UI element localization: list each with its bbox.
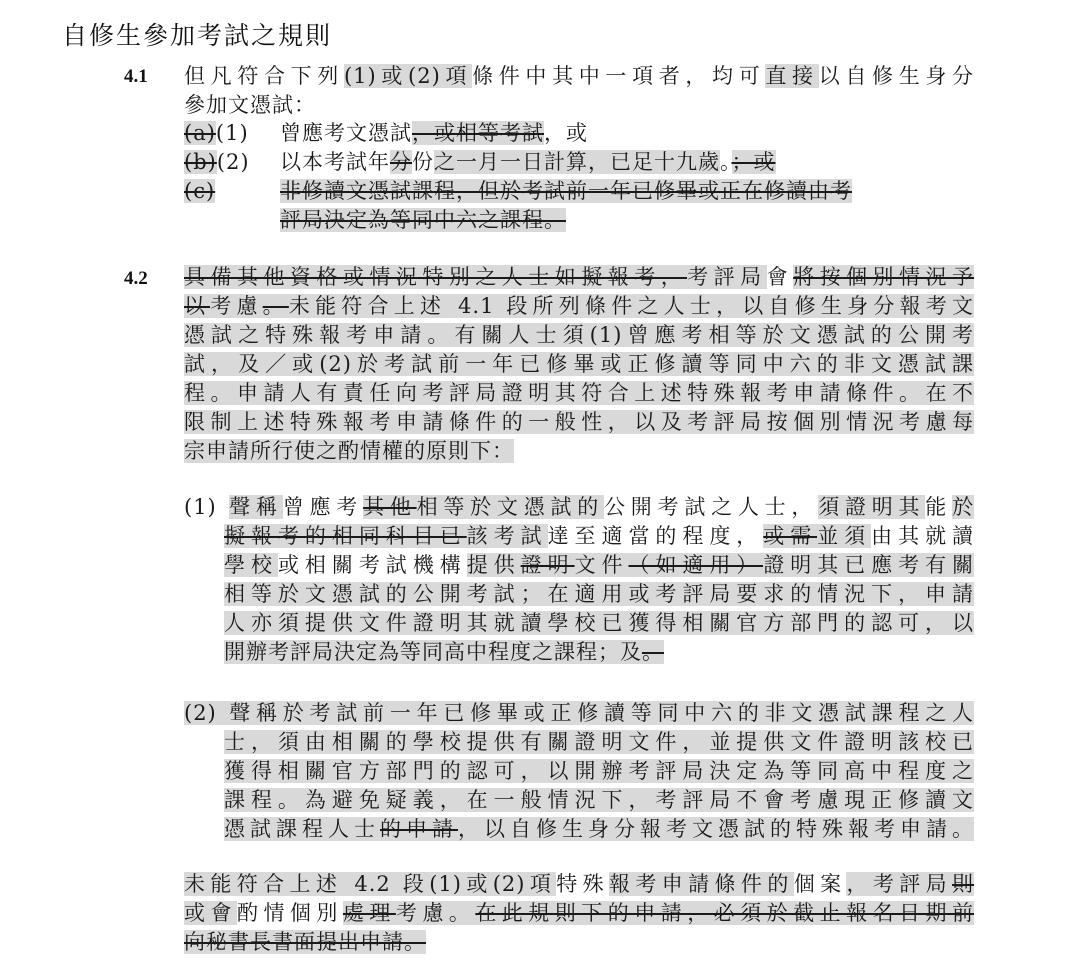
text-run: 能 — [925, 495, 953, 519]
text-run: 以自修生身分 — [818, 64, 975, 88]
text-line — [224, 610, 974, 637]
text-run: 個案 — [793, 872, 847, 896]
item-text — [280, 178, 852, 205]
deleted-text: 評局決定為等同中六之課程。 — [280, 208, 566, 232]
deleted-text: (a) — [184, 121, 216, 145]
section-number-4-2: 4.2 — [124, 268, 148, 289]
deleted-text: 處理 — [342, 901, 396, 925]
highlighted-text: 或會 — [184, 901, 237, 925]
highlighted-text: 報考申請條件的 — [609, 872, 794, 896]
highlighted-text: 開辦考評局決定為等同高中程度之課程；及 — [224, 640, 642, 664]
deleted-text: 。 — [262, 294, 289, 318]
text-line — [184, 700, 974, 727]
text-line — [184, 63, 974, 90]
deleted-text: 將按個別情況予 — [793, 265, 975, 289]
deleted-text: 擬報考的相同科目已 — [224, 524, 467, 548]
deleted-text: 則 — [952, 872, 975, 896]
text-run: 由其就讀 — [871, 524, 975, 548]
text-run: 條件中其中一項者，均可 — [472, 64, 766, 88]
text-run: 會 — [766, 265, 794, 289]
highlighted-text: 文件 — [574, 553, 629, 577]
text-line — [184, 494, 974, 521]
item-text — [280, 207, 566, 234]
item-text — [280, 120, 588, 147]
text-run: 特殊 — [556, 872, 610, 896]
highlighted-text: 未能符合上述 4.1 段所列條件之人士，以自修生身分報考文 — [288, 294, 975, 318]
text-run: 曾應考文憑試 — [280, 121, 412, 145]
highlighted-text: ，以自修生身分報考文憑試的特殊報考申請。 — [458, 817, 974, 841]
text-line — [224, 581, 974, 608]
text-run: 達至適當的程度， — [547, 524, 764, 548]
highlighted-text: 聲稱 — [229, 495, 283, 519]
highlighted-text: 相等於文憑試的 — [416, 495, 605, 519]
highlighted-text: 直接 — [765, 64, 819, 88]
highlighted-text: 提供 — [466, 553, 521, 577]
highlighted-text: 人亦須提供文件證明其就讀學校已獲得相關官方部門的認可，以 — [224, 611, 974, 635]
text-run: 曾應考 — [282, 495, 364, 519]
text-line — [224, 758, 974, 785]
deleted-text: 非修讀文憑試課程，但於考試前一年已修畢或正在修讀由考 — [280, 179, 852, 203]
text-line — [184, 929, 426, 956]
highlighted-text: 限制上述特殊報考申請條件的一般性，以及考評局按個別情況考慮每 — [184, 410, 974, 434]
item-label — [184, 178, 215, 205]
highlighted-text: 學校 — [224, 553, 278, 577]
highlighted-text: 宗申請所行使之酌情權的原則下： — [184, 439, 514, 463]
text-run: 份 — [412, 150, 434, 174]
deleted-text: (c) — [184, 179, 216, 203]
highlighted-text: 憑試之特殊報考申請。有關人士須(1)曾應考相等於文憑試的公開考 — [184, 323, 974, 347]
deleted-text: 。 — [642, 640, 664, 664]
highlighted-text: 程。申請人有責任向考評局證明其符合上述特殊報考申請條件。在不 — [184, 381, 974, 405]
highlighted-text: 於 — [952, 495, 975, 519]
text-run: (2) — [216, 150, 250, 174]
text-line — [224, 639, 664, 666]
highlighted-text: 考評局 — [687, 265, 767, 289]
deleted-text: ，或相等考試 — [412, 121, 544, 145]
text-line — [184, 409, 974, 436]
highlighted-text: 該考試 — [466, 524, 548, 548]
highlighted-text: 試，及／或(2)於考試前一年已修畢或正修讀等同中六的非文憑試課 — [184, 352, 974, 376]
text-line — [224, 787, 974, 814]
text-run: 參加文憑試： — [184, 93, 316, 117]
text-run: 以本考試年 — [280, 150, 390, 174]
deleted-text: 在此規則下的申請，必須於截止報名日期前 — [475, 901, 975, 925]
text-line — [184, 322, 974, 349]
text-line — [184, 92, 316, 119]
text-line — [184, 380, 974, 407]
highlighted-text: 未能符合上述 4.2 段(1)或(2)項 — [184, 872, 557, 896]
text-line — [184, 871, 974, 898]
deleted-text: (b) — [184, 150, 217, 174]
highlighted-text: 獲得相關官方部門的認可，以開辦考評局決定為等同高中程度之 — [224, 759, 974, 783]
deleted-text: 以 — [184, 294, 211, 318]
text-line — [224, 523, 974, 550]
highlighted-text: ，考評局 — [846, 872, 953, 896]
text-run: (1) — [184, 495, 230, 519]
highlighted-text: 憑試課程人士 — [224, 817, 380, 841]
text-line — [224, 816, 974, 843]
text-run: (1) — [215, 121, 249, 145]
text-run: 或相關考試機構 — [277, 553, 467, 577]
highlighted-text: 相等於文憑試的公開考試；在適用或考評局要求的情況下，申請 — [224, 582, 974, 606]
highlighted-text: 考慮 — [210, 294, 263, 318]
deleted-text: 或需 — [763, 524, 818, 548]
deleted-text: 的申請 — [380, 817, 458, 841]
text-line — [184, 293, 974, 320]
highlighted-text: 課程。為避免疑義， — [224, 788, 467, 812]
item-label — [184, 120, 249, 147]
item-text — [280, 149, 776, 176]
text-run: 但凡符合下列 — [184, 64, 344, 88]
highlighted-text: 在一般情況下，考評局不會考慮現正修讀文 — [466, 788, 975, 812]
highlighted-text: 證明其已應考有關 — [763, 553, 975, 577]
highlighted-text: (2) 聲稱於考試前一年已修畢或正修讀等同中六的非文憑試課程之人 — [184, 701, 974, 725]
deleted-text: 向秘書長書面提出申請。 — [184, 930, 426, 954]
text-line — [184, 264, 974, 291]
item-label — [184, 149, 250, 176]
deleted-text: 證明 — [520, 553, 575, 577]
deleted-text: 分 — [390, 150, 412, 174]
highlighted-text: 之一月一日計算，已足十九歲 — [434, 150, 720, 174]
highlighted-text: 考慮。 — [395, 901, 476, 925]
text-run: 公開考試之人士， — [604, 495, 819, 519]
text-line — [184, 438, 514, 465]
highlighted-text: (1)或(2)項 — [343, 64, 473, 88]
section-number-4-1: 4.1 — [124, 66, 148, 87]
deleted-text: （如適用） — [628, 553, 764, 577]
deleted-text: ；或 — [731, 150, 776, 174]
deleted-text: 其他 — [363, 495, 417, 519]
highlighted-text: 並須 — [817, 524, 872, 548]
text-line — [224, 729, 974, 756]
text-line — [184, 351, 974, 378]
highlighted-text: 士，須由相關的學校提供有關證明文件，並提供文件證明該校已 — [224, 730, 974, 754]
deleted-text: 具備其他資格或情況特別之人士如擬報考， — [184, 265, 688, 289]
text-run: ，或 — [544, 121, 588, 145]
text-line — [224, 552, 974, 579]
highlighted-text: 須證明其 — [818, 495, 926, 519]
page-title: 自修生參加考試之規則 — [62, 21, 333, 50]
text-line — [184, 900, 974, 927]
text-run: 酌情個別 — [236, 901, 343, 925]
text-run: 。 — [720, 150, 732, 174]
